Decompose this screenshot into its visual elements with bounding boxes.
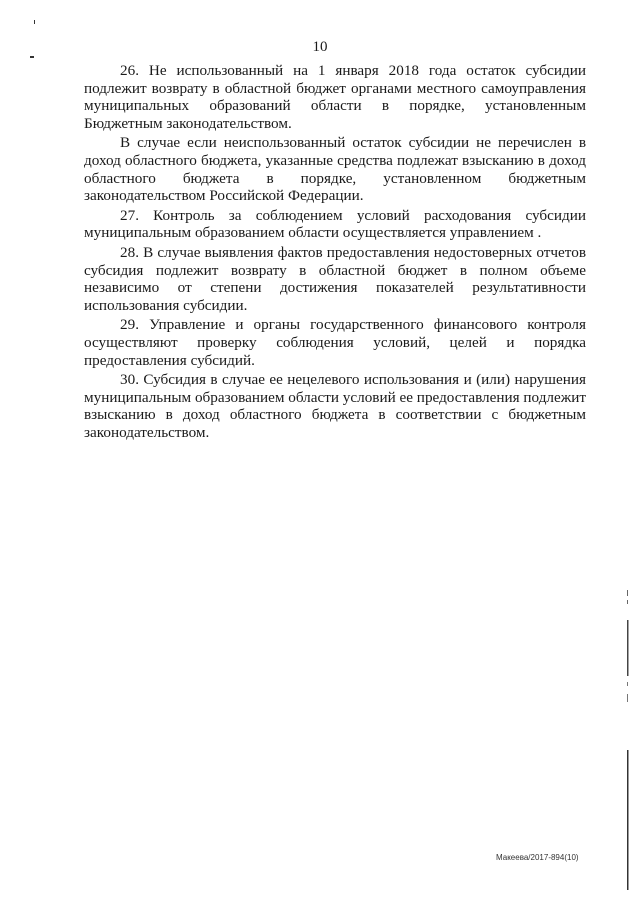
paragraph-27: 27. Контроль за соблюдением условий расходования субсидии муниципальным образованием области осуществляется управлением . <box>84 206 586 242</box>
paragraph-30: 30. Субсидия в случае ее нецелевого использования и (или) нарушения муниципальным образованием области условий ее предоставления подлежит взысканию в доход областного бюджета в соответствии с бюджетным законодательством. <box>84 371 586 441</box>
scan-mark-dash <box>30 56 34 58</box>
page-number: 10 <box>312 39 328 55</box>
paragraph-28: 28. В случае выявления фактов предоставления недостоверных отчетов субсидия подлежит возврату в областной бюджет в полном объеме независимо от степени достижения показателей результативности использования субсидии. <box>84 243 586 314</box>
scan-edge-marks <box>626 590 630 890</box>
paragraph-29: 29. Управление и органы государственного финансового контроля осуществляют проверку соблюдения условий, целей и порядка предоставления субсидий. <box>84 316 586 369</box>
scan-mark-top <box>34 20 35 24</box>
paragraph-26-continuation: В случае если неиспользованный остаток субсидии не перечислен в доход областного бюджета, указанные средства подлежат взысканию в доход областного бюджета в порядке, установленном бюджетным законодательством Российской Федерации. <box>84 134 586 205</box>
paragraph-26: 26. Не использованный на 1 января 2018 года остаток субсидии подлежит возврату в областной бюджет органами местного самоуправления муниципальных образований области в порядке, установленным Бюджетным законодательством. <box>84 62 586 132</box>
document-registration-code: Макеева/2017-894(10) <box>496 853 579 862</box>
document-body <box>84 62 586 441</box>
